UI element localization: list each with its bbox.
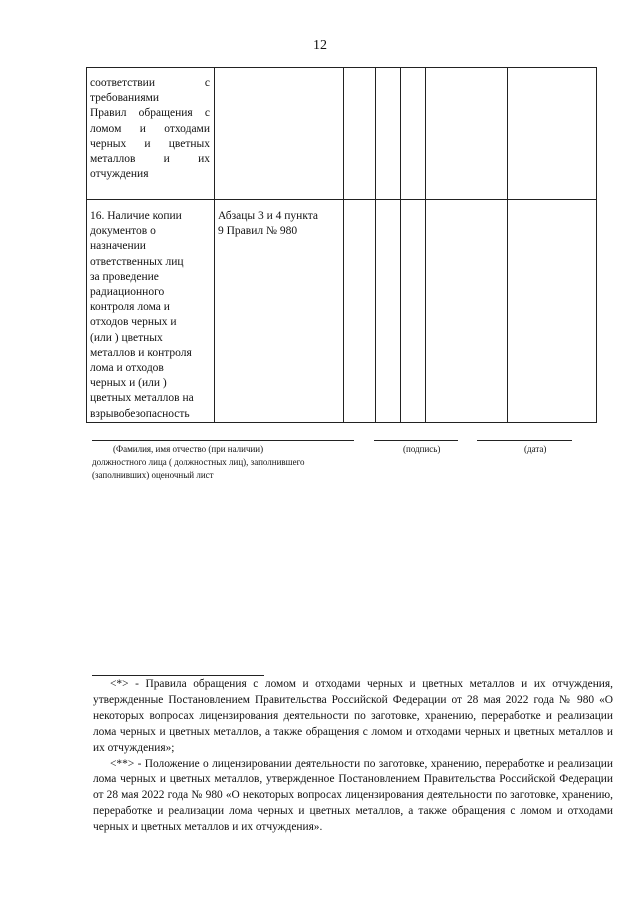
footnotes	[93, 677, 613, 836]
name-signature-line	[92, 440, 354, 441]
answer-na-cell	[401, 200, 426, 423]
reference-text: Абзацы 3 и 4 пункта 9 Правил № 980	[218, 210, 319, 238]
answer-yes-cell	[344, 68, 376, 200]
reference-cell	[215, 200, 344, 423]
footnote: <**> - Положение о лицензировании деятельности по заготовке, хранению, переработке и реализации лома черных и цветных металлов, утвержденное Постановлением Правительства Российской Федерации от 28 мая 2022 года № 980 «О некоторых вопросах лицензирования деятельности по заготовке, хранению, переработке и реализации лома черных и цветных металлов, а также обращения с ломом и отходами черных и цветных металлов и их отчуждения».	[93, 757, 613, 834]
requirement-cell	[87, 200, 215, 423]
signature-line	[374, 440, 458, 441]
requirement-text: соответствии с требованиями Правил обращения с ломом и отходами черных и цветных металлов и их отчуждения	[90, 77, 210, 181]
reference-cell	[215, 68, 344, 200]
answer-na-cell	[401, 68, 426, 200]
note-cell	[508, 68, 597, 200]
answer-no-cell	[376, 68, 401, 200]
name-caption: (заполнивших) оценочный лист	[92, 470, 214, 480]
name-caption: (Фамилия, имя отчество (при наличии)	[113, 444, 264, 454]
comment-cell	[426, 68, 508, 200]
checklist-table	[86, 67, 597, 423]
name-caption: должностного лица ( должностных лиц), заполнившего	[92, 457, 305, 467]
footnote-separator	[92, 675, 264, 676]
table-row	[87, 200, 597, 423]
page-number: 12	[313, 38, 327, 53]
note-cell	[508, 200, 597, 423]
answer-no-cell	[376, 200, 401, 423]
table-row	[87, 68, 597, 200]
comment-cell	[426, 200, 508, 423]
signature-caption: (подпись)	[403, 444, 441, 454]
answer-yes-cell	[344, 200, 376, 423]
date-line	[477, 440, 572, 441]
footnote: <*> - Правила обращения с ломом и отходами черных и цветных металлов и их отчуждения, утвержденные Постановлением Правительства Российской Федерации от 28 мая 2022 года № 980 «О некоторых вопросах лицензирования деятельности по заготовке, хранению, переработке и реализации лома черных и цветных металлов, а также обращения с ломом и отходами черных и цветных металлов и их отчуждения»;	[93, 678, 613, 754]
requirement-text: 16. Наличие копии документов о назначении ответственных лиц за проведение радиационного контроля лома и отходов черных и (или ) цветных металлов и контроля лома и отходов черных и (или ) цветных металлов на взрывобезопасность	[90, 210, 194, 420]
date-caption: (дата)	[524, 444, 547, 454]
requirement-cell	[87, 68, 215, 200]
